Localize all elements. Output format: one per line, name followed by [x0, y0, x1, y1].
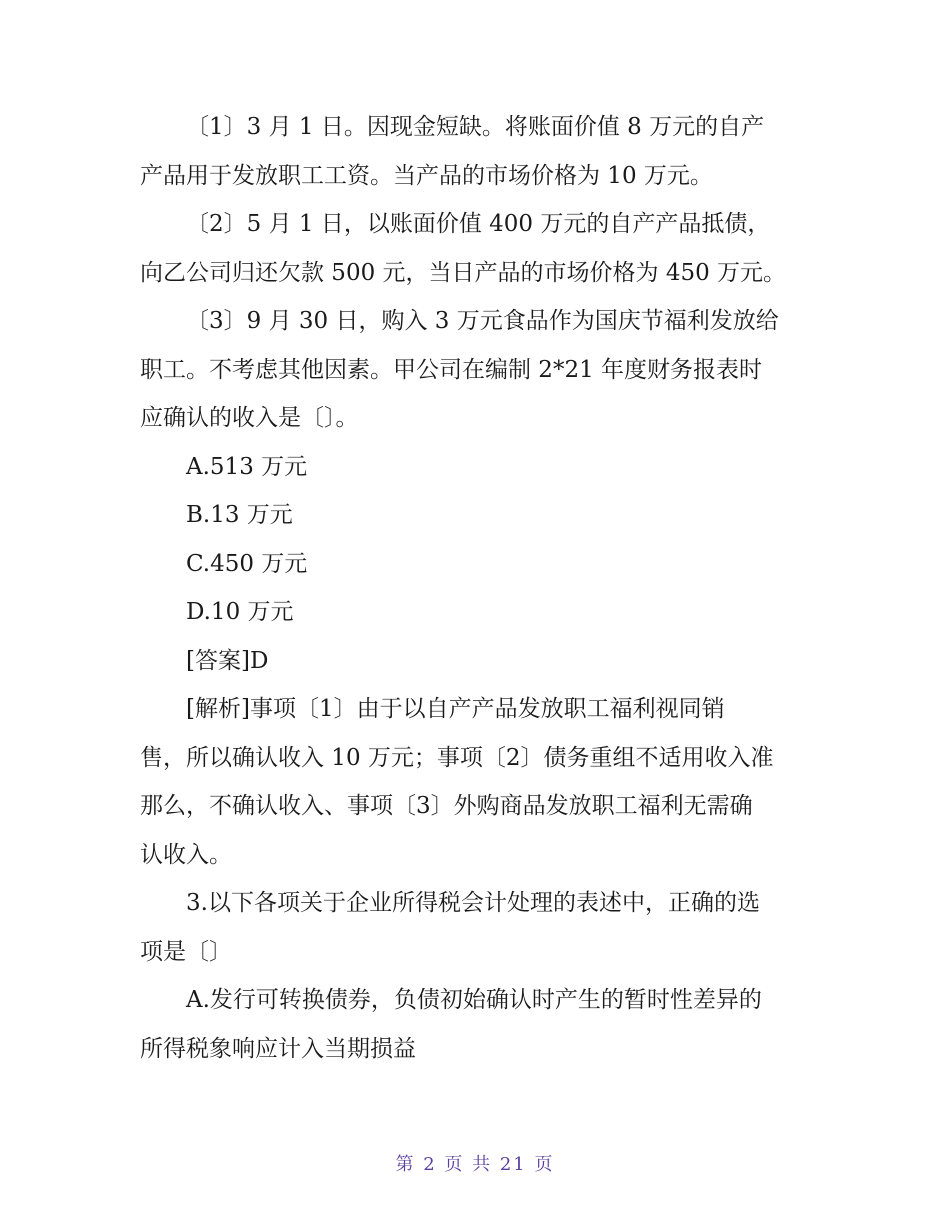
- question-3-option-a-line-2: 所得税象响应计入当期损益: [140, 1035, 416, 1062]
- item-3: [140, 297, 820, 443]
- question-3-line-1: 3.以下各项关于企业所得税会计处理的表述中，正确的选: [186, 890, 760, 916]
- option-d: [140, 588, 820, 637]
- option-c: [140, 540, 820, 589]
- item-2: [140, 200, 820, 297]
- analysis-line-4: 认收入。: [140, 841, 232, 868]
- item-2-line-2: 向乙公司归还欠款 500 元，当日产品的市场价格为 450 万元。: [140, 259, 787, 286]
- answer: [140, 637, 820, 686]
- document-body: [140, 103, 820, 1073]
- question-3-option-a: [140, 976, 820, 1073]
- page-footer: 第 2 页 共 21 页: [395, 1154, 555, 1175]
- answer-text: [答案]D: [186, 647, 269, 674]
- analysis-line-1: [解析]事项〔1〕由于以自产产品发放职工福利视同销: [186, 696, 725, 722]
- option-a: [140, 443, 820, 492]
- option-d-text: D.10 万元: [186, 599, 294, 625]
- option-b: [140, 491, 820, 540]
- item-1-line-2: 产品用于发放职工工资。当产品的市场价格为 10 万元。: [140, 162, 713, 189]
- question-3-option-a-line-1: A.发行可转换债券，负债初始确认时产生的暂时性差异的: [186, 987, 762, 1013]
- item-3-line-3: 应确认的收入是〔〕。: [140, 405, 359, 431]
- item-1-line-1: 〔1〕3 月 1 日。因现金短缺。将账面价值 8 万元的自产: [186, 114, 765, 140]
- analysis: [140, 685, 820, 879]
- option-c-text: C.450 万元: [186, 550, 308, 577]
- item-1: [140, 103, 820, 200]
- analysis-line-3: 那么，不确认收入、事项〔3〕外购商品发放职工福利无需确: [140, 793, 753, 819]
- item-3-line-2: 职工。不考虑其他因素。甲公司在编制 2*21 年度财务报表时: [140, 356, 763, 383]
- analysis-line-2: 售，所以确认收入 10 万元；事项〔2〕债务重组不适用收入准: [140, 744, 774, 771]
- item-3-line-1: 〔3〕9 月 30 日，购入 3 万元食品作为国庆节福利发放给: [186, 308, 779, 334]
- option-a-text: A.513 万元: [186, 453, 308, 480]
- option-b-text: B.13 万元: [186, 502, 293, 528]
- item-2-line-1: 〔2〕5 月 1 日，以账面价值 400 万元的自产产品抵债，: [186, 211, 771, 237]
- question-3: [140, 879, 820, 976]
- question-3-line-2: 项是〔〕: [140, 938, 232, 965]
